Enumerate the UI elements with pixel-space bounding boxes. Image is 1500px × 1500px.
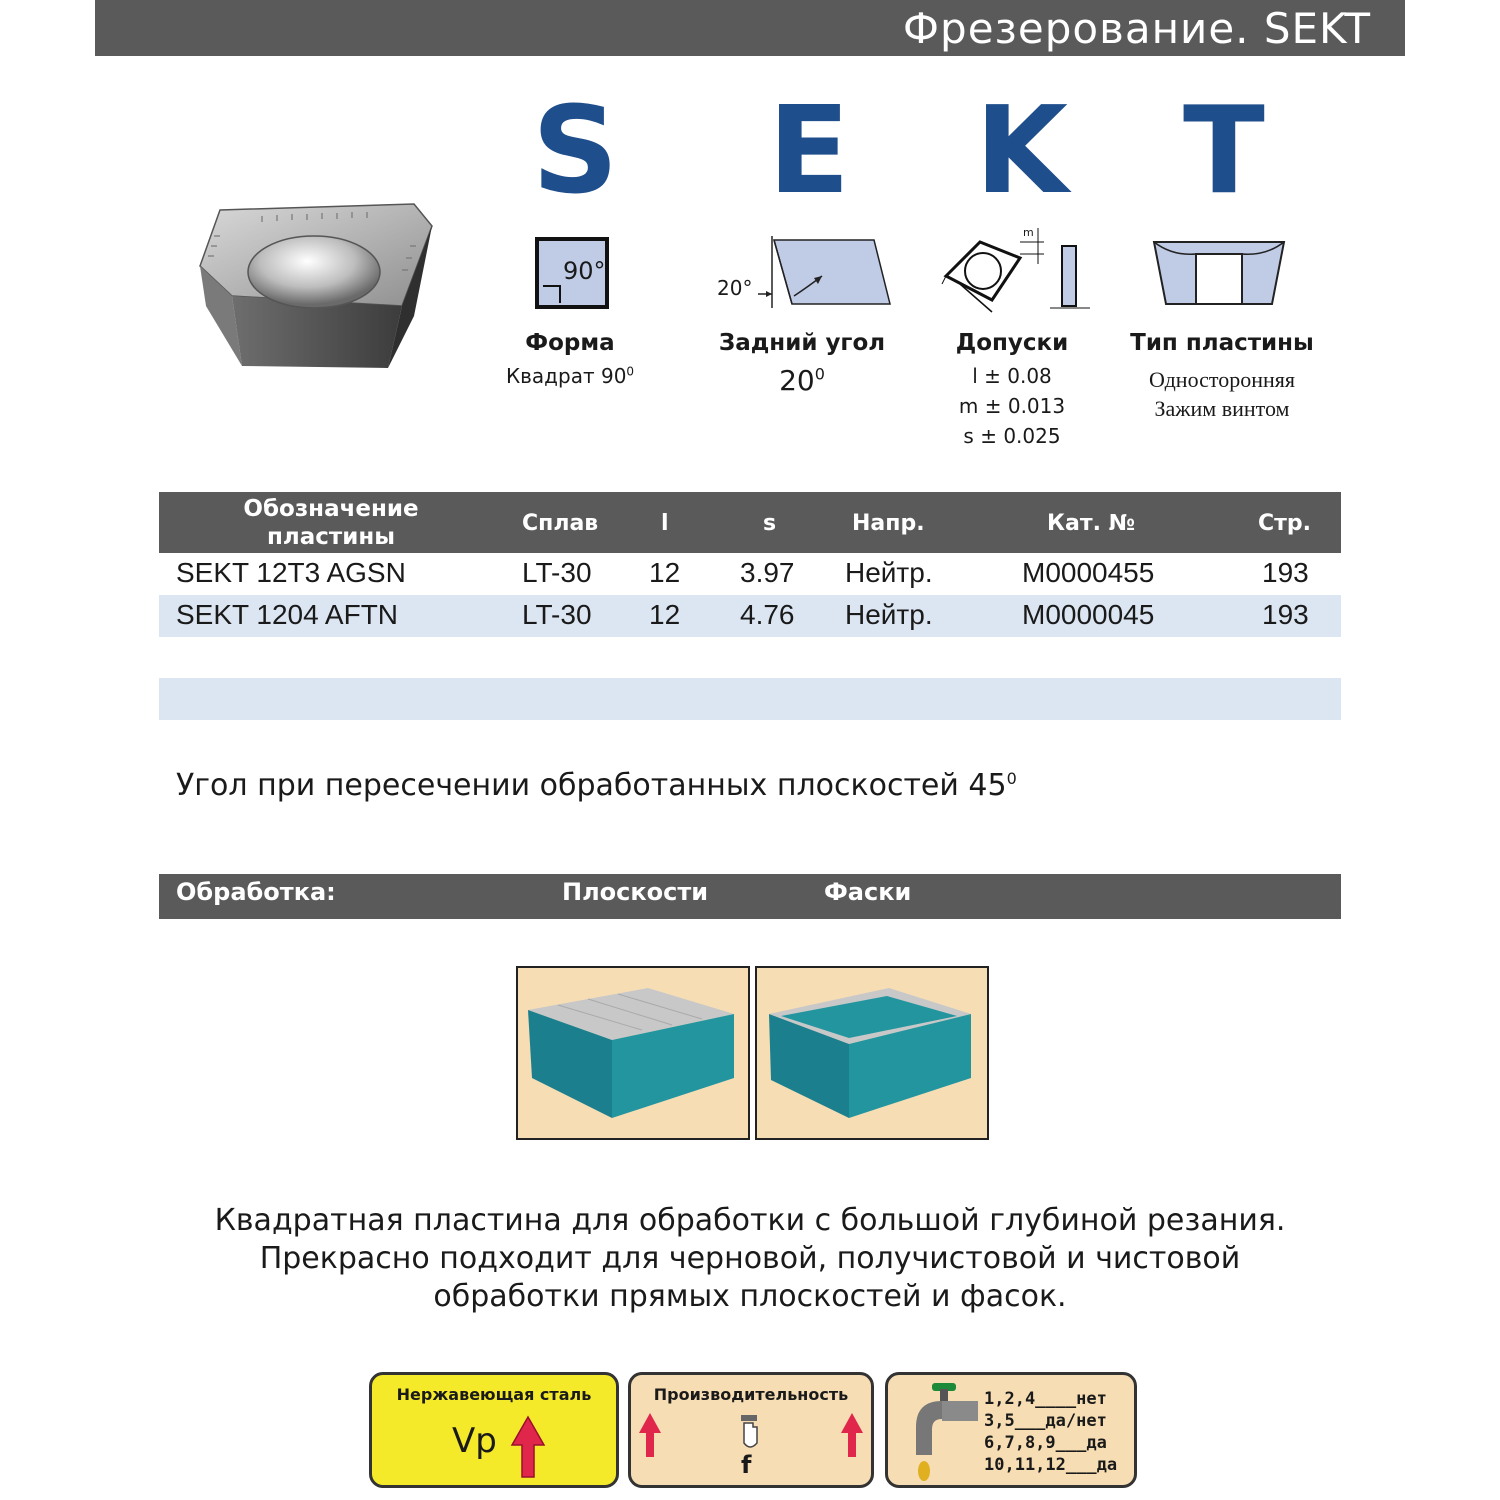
chamfer-illustration: [755, 966, 989, 1140]
cell-cat-no: M0000455: [1022, 557, 1155, 588]
code-letter-t: T: [1183, 82, 1265, 221]
cell-l: 12: [649, 599, 681, 630]
col-header-s: s: [763, 511, 777, 536]
insert-type-diagram: [1150, 236, 1288, 308]
shape-value: Квадрат $90^0$: [505, 364, 635, 388]
faucet-icon: [902, 1379, 982, 1485]
description-line-3: обработки прямых плоскостей и фасок.: [433, 1279, 1067, 1314]
angle-note: Угол при пересечении обработанных плоскостей $45^0$: [176, 768, 1017, 803]
cell-s: 4.76: [740, 599, 795, 630]
col-header-page: Стр.: [1258, 511, 1312, 536]
coolant-line-1: 1,2,4____нет: [984, 1389, 1107, 1409]
tolerance-diagram: [940, 224, 1095, 316]
col-header-cat-no: Кат. №: [1047, 511, 1136, 536]
tolerance-title: Допуски: [955, 330, 1069, 356]
processing-flat-surfaces: Плоскости: [562, 878, 709, 906]
up-arrow-icon: [510, 1415, 546, 1479]
cell-direction: Нейтр.: [845, 599, 933, 630]
description-line-1: Квадратная пластина для обработки с большой глубиной резания.: [214, 1203, 1286, 1238]
cell-l: 12: [649, 557, 681, 588]
coolant-line-4: 10,11,12___да: [984, 1455, 1118, 1475]
tolerance-l: l ± 0.08: [972, 364, 1052, 388]
cell-direction: Нейтр.: [845, 557, 933, 588]
chamfer-block-icon: [757, 968, 987, 1138]
table-empty-row: [159, 678, 1341, 720]
code-letter-e: E: [768, 82, 850, 221]
shape-diagram: [535, 237, 609, 309]
right-angle-marker: [543, 285, 561, 303]
header-bar: [95, 0, 1405, 56]
flat-block-icon: [518, 968, 748, 1138]
cell-alloy: LT-30: [522, 599, 592, 630]
coolant-line-3: 6,7,8,9___да: [984, 1433, 1107, 1453]
flat-surface-illustration: [516, 966, 750, 1140]
processing-label: Обработка:: [176, 878, 336, 906]
clearance-value: $20^0$: [779, 364, 825, 397]
insert-type-line-2: Зажим винтом: [1154, 396, 1290, 421]
performance-badge: [628, 1372, 874, 1488]
cell-page: 193: [1262, 557, 1309, 588]
clearance-title: Задний угол: [718, 330, 886, 356]
material-title: Нержавеющая сталь: [396, 1385, 592, 1404]
hand-pointer-icon: [735, 1413, 765, 1453]
tolerance-diagram-label: m: [1023, 226, 1034, 239]
performance-symbol: f: [741, 1451, 752, 1479]
page-title: Фрезерование. SEKT: [902, 4, 1371, 53]
col-header-l: l: [661, 511, 669, 536]
insert-illustration: [192, 196, 442, 374]
tolerance-s: s ± 0.025: [963, 424, 1061, 448]
shape-angle-label: 90°: [563, 257, 606, 285]
cell-alloy: LT-30: [522, 557, 592, 588]
col-header-alloy: Сплав: [522, 511, 599, 536]
coolant-badge: [885, 1372, 1137, 1488]
material-badge: [369, 1372, 619, 1488]
insert-type-line-1: Односторонняя: [1149, 367, 1295, 392]
cell-designation: SEKT 12T3 AGSN: [176, 557, 406, 588]
table-header: [159, 492, 1341, 553]
shape-title: Форма: [525, 330, 615, 356]
cell-page: 193: [1262, 599, 1309, 630]
table-row: [159, 553, 1341, 595]
col-header-direction: Напр.: [852, 511, 925, 536]
col-header-designation: Обозначение пластины: [243, 496, 419, 550]
cell-s: 3.97: [740, 557, 795, 588]
processing-bar: [159, 874, 1341, 919]
coolant-line-2: 3,5___да/нет: [984, 1411, 1107, 1431]
up-arrow-icon: [637, 1411, 663, 1459]
up-arrow-icon: [839, 1411, 865, 1459]
code-letter-k: K: [975, 82, 1068, 221]
performance-title: Производительность: [653, 1385, 849, 1404]
clearance-angle-label: 20°: [717, 276, 753, 300]
cell-designation: SEKT 1204 AFTN: [176, 599, 399, 630]
insert-type-title: Тип пластины: [1130, 330, 1314, 356]
cell-cat-no: M0000045: [1022, 599, 1155, 630]
table-row: [159, 595, 1341, 637]
processing-chamfers: Фаски: [824, 878, 912, 906]
description-line-2: Прекрасно подходит для черновой, получистовой и чистовой: [259, 1241, 1241, 1276]
material-symbol: Vp: [452, 1421, 497, 1461]
tolerance-m: m ± 0.013: [958, 394, 1066, 418]
code-letter-s: S: [532, 82, 619, 221]
